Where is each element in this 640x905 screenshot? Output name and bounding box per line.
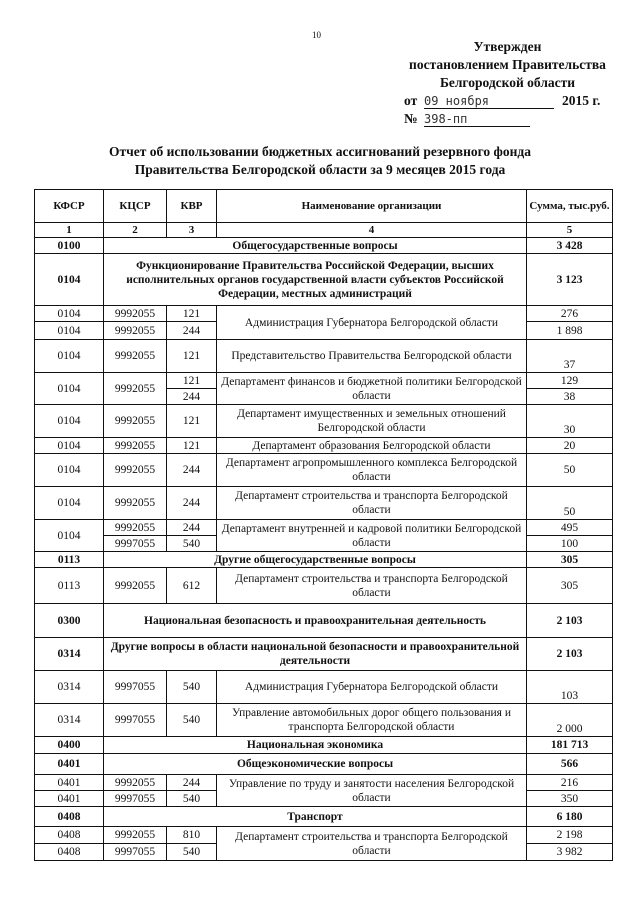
kfsr: 0104 (35, 340, 104, 373)
kfsr: 0104 (35, 373, 104, 405)
amount: 2 000 (527, 704, 613, 737)
section-row (35, 737, 613, 754)
kvr: 121 (167, 340, 217, 373)
kfsr: 0401 (35, 791, 104, 807)
kvr: 612 (167, 568, 217, 604)
amount: 2 198 (527, 827, 613, 844)
table-row (35, 671, 613, 704)
kfsr: 0314 (35, 671, 104, 704)
organization-name: Департамент образования Белгородской области (217, 438, 527, 454)
amount: 566 (527, 754, 613, 775)
organization-name: Представительство Правительства Белгородской области (217, 340, 527, 373)
kvr: 244 (167, 454, 217, 487)
kcsr: 9997055 (104, 704, 167, 737)
amount: 37 (527, 340, 613, 373)
kcsr: 9992055 (104, 568, 167, 604)
organization-name: Управление автомобильных дорог общего пользования и транспорта Белгородской области (217, 704, 527, 737)
kfsr: 0113 (35, 552, 104, 568)
col-header: Сумма, тыс.руб. (527, 190, 613, 223)
kcsr: 9992055 (104, 373, 167, 405)
amount: 3 428 (527, 238, 613, 254)
col-number: 4 (217, 223, 527, 238)
kcsr: 9992055 (104, 438, 167, 454)
amount: 1 898 (527, 322, 613, 340)
kvr: 540 (167, 791, 217, 807)
kfsr: 0104 (35, 322, 104, 340)
table-row (35, 775, 613, 791)
amount: 305 (527, 568, 613, 604)
section-name: Национальная безопасность и правоохранительная деятельность (104, 604, 527, 638)
date-prefix: от (404, 93, 418, 108)
amount: 350 (527, 791, 613, 807)
col-number: 1 (35, 223, 104, 238)
kvr: 540 (167, 671, 217, 704)
organization-name: Администрация Губернатора Белгородской области (217, 306, 527, 340)
date-value: 09 ноября (424, 92, 554, 109)
section-name: Другие вопросы в области национальной безопасности и правоохранительной деятельности (104, 638, 527, 671)
kcsr: 9992055 (104, 487, 167, 520)
approval-line-3: Белгородской области (439, 75, 576, 90)
amount: 50 (527, 487, 613, 520)
kfsr: 0104 (35, 254, 104, 306)
col-header: КФСР (35, 190, 104, 223)
amount: 103 (527, 671, 613, 704)
number-value: 398-пп (424, 110, 530, 127)
page-number: 10 (312, 30, 321, 40)
section-name: Национальная экономика (104, 737, 527, 754)
col-number: 3 (167, 223, 217, 238)
kcsr: 9992055 (104, 322, 167, 340)
table-row (35, 438, 613, 454)
kvr: 540 (167, 704, 217, 737)
organization-name: Администрация Губернатора Белгородской области (217, 671, 527, 704)
kcsr: 9992055 (104, 340, 167, 373)
kcsr: 9997055 (104, 536, 167, 552)
title-line-1: Отчет об использовании бюджетных ассигнований резервного фонда (109, 144, 531, 159)
section-row (35, 638, 613, 671)
table-row (35, 568, 613, 604)
section-row (35, 604, 613, 638)
kfsr: 0314 (35, 638, 104, 671)
approval-number-row (390, 110, 625, 128)
kfsr: 0104 (35, 454, 104, 487)
kcsr: 9997055 (104, 791, 167, 807)
table-row (35, 704, 613, 737)
kfsr: 0408 (35, 844, 104, 861)
organization-name: Департамент агропромышленного комплекса Белгородской области (217, 454, 527, 487)
table-row (35, 306, 613, 322)
amount: 3 123 (527, 254, 613, 306)
kcsr: 9997055 (104, 671, 167, 704)
number-prefix: № (404, 111, 418, 126)
kcsr: 9992055 (104, 775, 167, 791)
kfsr: 0401 (35, 754, 104, 775)
section-name: Транспорт (104, 807, 527, 827)
approval-line-2: постановлением Правительства (409, 57, 606, 72)
section-name: Функционирование Правительства Российской Федерации, высших исполнительных органов государственной власти субъектов Российской Федерации, местных администраций (104, 254, 527, 306)
kfsr: 0314 (35, 704, 104, 737)
table-row (35, 487, 613, 520)
section-row (35, 754, 613, 775)
kvr: 810 (167, 827, 217, 844)
section-row (35, 254, 613, 306)
table-row (35, 827, 613, 844)
section-row (35, 807, 613, 827)
approval-stamp (390, 38, 625, 128)
kcsr: 9997055 (104, 844, 167, 861)
title-line-2: Правительства Белгородской области за 9 месяцев 2015 года (134, 162, 506, 177)
organization-name: Департамент финансов и бюджетной политики Белгородской области (217, 373, 527, 405)
kfsr: 0100 (35, 238, 104, 254)
kcsr: 9992055 (104, 520, 167, 536)
amount: 20 (527, 438, 613, 454)
approval-line-1: Утвержден (473, 39, 542, 54)
amount: 2 103 (527, 604, 613, 638)
section-name: Общегосударственные вопросы (104, 238, 527, 254)
report-table (34, 189, 613, 861)
amount: 30 (527, 405, 613, 438)
kvr: 244 (167, 520, 217, 536)
table-row (35, 373, 613, 389)
amount: 6 180 (527, 807, 613, 827)
section-name: Общеэкономические вопросы (104, 754, 527, 775)
table-row (35, 454, 613, 487)
kvr: 121 (167, 373, 217, 389)
kfsr: 0408 (35, 827, 104, 844)
col-number: 2 (104, 223, 167, 238)
amount: 100 (527, 536, 613, 552)
kfsr: 0300 (35, 604, 104, 638)
amount: 2 103 (527, 638, 613, 671)
kvr: 244 (167, 322, 217, 340)
kvr: 121 (167, 438, 217, 454)
kfsr: 0104 (35, 306, 104, 322)
kcsr: 9992055 (104, 454, 167, 487)
table-row (35, 405, 613, 438)
table-row (35, 520, 613, 536)
organization-name: Департамент строительства и транспорта Белгородской области (217, 827, 527, 861)
kvr: 540 (167, 536, 217, 552)
kvr: 244 (167, 389, 217, 405)
organization-name: Департамент строительства и транспорта Белгородской области (217, 568, 527, 604)
kcsr: 9992055 (104, 405, 167, 438)
amount: 38 (527, 389, 613, 405)
report-title (0, 143, 640, 179)
kfsr: 0104 (35, 520, 104, 552)
col-number: 5 (527, 223, 613, 238)
header-numbers (35, 223, 613, 238)
section-row (35, 552, 613, 568)
amount: 276 (527, 306, 613, 322)
amount: 50 (527, 454, 613, 487)
col-header: Наименование организации (217, 190, 527, 223)
kvr: 244 (167, 775, 217, 791)
col-header: КЦСР (104, 190, 167, 223)
kvr: 540 (167, 844, 217, 861)
kvr: 121 (167, 306, 217, 322)
amount: 3 982 (527, 844, 613, 861)
date-suffix: 2015 г. (562, 93, 601, 108)
table-header (35, 190, 613, 223)
kcsr: 9992055 (104, 306, 167, 322)
table-row (35, 340, 613, 373)
organization-name: Департамент внутренней и кадровой политики Белгородской области (217, 520, 527, 552)
organization-name: Департамент строительства и транспорта Белгородской области (217, 487, 527, 520)
amount: 129 (527, 373, 613, 389)
amount: 216 (527, 775, 613, 791)
kfsr: 0104 (35, 487, 104, 520)
amount: 181 713 (527, 737, 613, 754)
kvr: 121 (167, 405, 217, 438)
kfsr: 0113 (35, 568, 104, 604)
kvr: 244 (167, 487, 217, 520)
amount: 495 (527, 520, 613, 536)
kfsr: 0400 (35, 737, 104, 754)
kfsr: 0408 (35, 807, 104, 827)
section-row (35, 238, 613, 254)
organization-name: Департамент имущественных и земельных отношений Белгородской области (217, 405, 527, 438)
kcsr: 9992055 (104, 827, 167, 844)
organization-name: Управление по труду и занятости населения Белгородской области (217, 775, 527, 807)
amount: 305 (527, 552, 613, 568)
kfsr: 0104 (35, 438, 104, 454)
kfsr: 0401 (35, 775, 104, 791)
section-name: Другие общегосударственные вопросы (104, 552, 527, 568)
col-header: КВР (167, 190, 217, 223)
approval-date-row (390, 92, 625, 110)
kfsr: 0104 (35, 405, 104, 438)
